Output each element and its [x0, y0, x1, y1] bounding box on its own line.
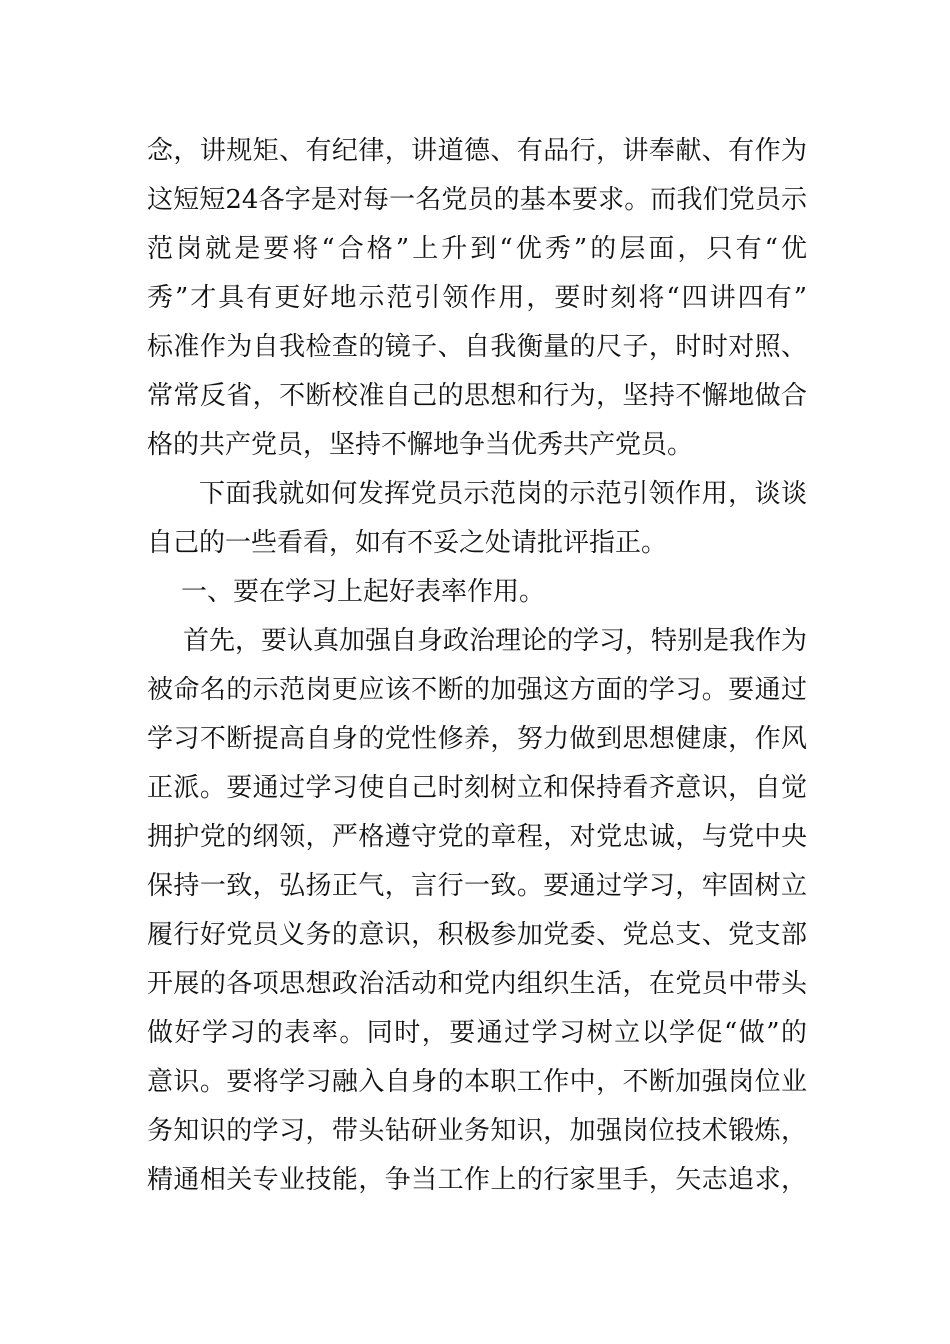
text-line: 履行好党员义务的意识，积极参加党委、党总支、党支部 — [147, 920, 807, 950]
text-line: 拥护党的纲领，严格遵守党的章程，对党忠诚，与党中央 — [147, 822, 807, 852]
text-line: 下面我就如何发挥党员示范岗的示范引领作用，谈谈 — [199, 479, 807, 509]
text-line: 秀”才具有更好地示范引领作用，要时刻将“四讲四有” — [147, 283, 807, 313]
paragraph-2 — [147, 470, 807, 568]
paragraph-3 — [147, 617, 807, 1205]
text-line: 做好学习的表率。同时，要通过学习树立以学促“做”的 — [147, 1018, 807, 1048]
text-line: 念，讲规矩、有纪律，讲道德、有品行，讲奉献、有作为 — [147, 136, 807, 166]
text-line: 这短短24各字是对每一名党员的基本要求。而我们党员示 — [147, 185, 807, 215]
text-line: 范岗就是要将“合格”上升到“优秀”的层面，只有“优 — [147, 234, 807, 264]
text-line: 精通相关专业技能，争当工作上的行家里手，矢志追求， — [147, 1165, 807, 1195]
text-line: 首先，要认真加强自身政治理论的学习，特别是我作为 — [183, 626, 808, 656]
section-heading: 一、要在学习上起好表率作用。 — [181, 577, 546, 607]
document-body — [147, 127, 807, 1205]
text-line: 格的共产党员，坚持不懈地争当优秀共产党员。 — [147, 430, 694, 460]
text-line: 标准作为自我检查的镜子、自我衡量的尺子，时时对照、 — [147, 332, 807, 362]
text-line: 保持一致，弘扬正气，言行一致。要通过学习，牢固树立 — [147, 871, 807, 901]
text-line: 学习不断提高自身的党性修养，努力做到思想健康，作风 — [147, 724, 807, 754]
text-line: 意识。要将学习融入自身的本职工作中，不断加强岗位业 — [147, 1067, 807, 1097]
text-line: 务知识的学习，带头钻研业务知识，加强岗位技术锻炼， — [147, 1116, 807, 1146]
text-line: 常常反省，不断校准自己的思想和行为，坚持不懈地做合 — [147, 381, 807, 411]
paragraph-1 — [147, 127, 807, 470]
text-line: 开展的各项思想政治活动和党内组织生活，在党员中带头 — [147, 969, 807, 999]
text-line: 正派。要通过学习使自己时刻树立和保持看齐意识，自觉 — [147, 773, 807, 803]
text-line: 被命名的示范岗更应该不断的加强这方面的学习。要通过 — [147, 675, 807, 705]
text-line: 自己的一些看看，如有不妥之处请批评指正。 — [147, 528, 668, 558]
